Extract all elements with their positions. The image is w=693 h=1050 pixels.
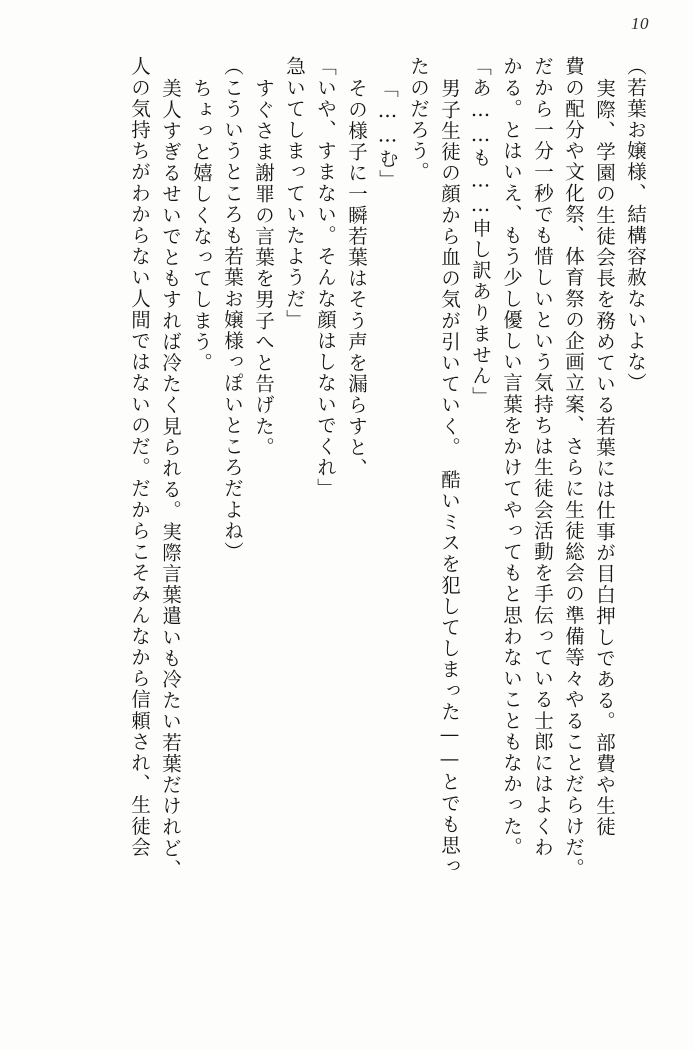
vertical-text-block	[42, 56, 651, 1022]
text-line: 実際、学園の生徒会長を務めている若葉には仕事が目白押しである。部費や生徒	[593, 78, 616, 838]
text-line: 美人すぎるせいでともすれば冷たく見られる。実際言葉遣いも冷たい若葉だけれど、	[159, 78, 182, 880]
text-line: （こういうところも若葉お嬢様っぽいところだよね）	[221, 56, 244, 563]
text-line: 費の配分や文化祭、体育祭の企画立案、さらに生徒総会の準備等々やることだらけだ。	[562, 56, 585, 879]
text-line: その様子に一瞬若葉はそう声を漏らすと、	[345, 78, 368, 479]
text-line: 「あ……も……申し訳ありません」	[469, 56, 492, 408]
text-line: 「いや、すまない。そんな顔はしないでくれ」	[314, 56, 337, 500]
text-line: たのだろう。	[407, 56, 430, 183]
text-line: ちょっと嬉しくなってしまう。	[190, 78, 213, 374]
text-line: すぐさま謝罪の言葉を男子へと告げた。	[252, 78, 275, 458]
text-line: だから一分一秒でも惜しいという気持ちは生徒会活動を手伝っている士郎にはよくわ	[531, 56, 554, 858]
text-line: かる。とはいえ、もう少し優しい言葉をかけてやってもと思わないこともなかった。	[500, 56, 523, 858]
text-line: 急いてしまっていたようだ」	[283, 56, 306, 331]
text-line: （若葉お嬢様、結構容赦ないよな）	[624, 56, 647, 394]
text-line: 「……む」	[376, 78, 399, 191]
text-line: 男子生徒の顔から血の気が引いていく。 酷いミスを犯してしまった——とでも思っ	[438, 78, 461, 878]
page-number: 10	[631, 14, 649, 33]
text-line: 人の気持ちがわからない人間ではないのだ。だからこそみんなから信頼され、生徒会	[128, 56, 151, 858]
